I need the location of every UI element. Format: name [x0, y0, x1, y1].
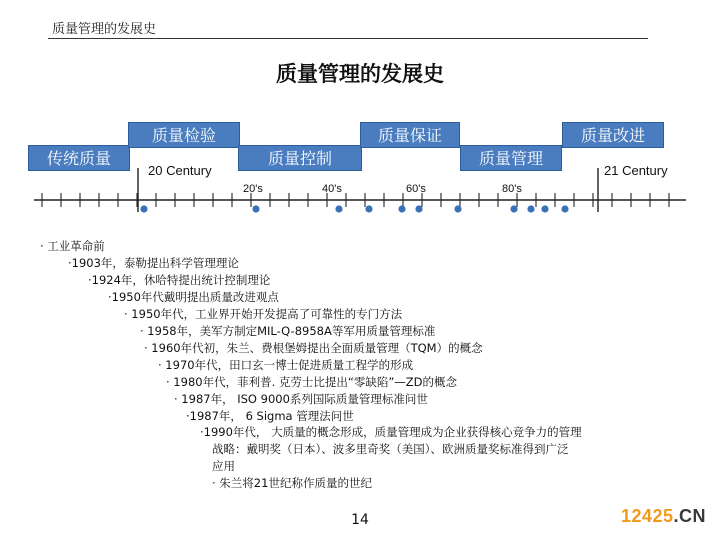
timeline-dot [510, 205, 517, 212]
event-item: · 1980年代，菲利普. 克劳士比提出“零缺陷”—ZD的概念 [166, 375, 458, 389]
watermark-number: 12425 [620, 506, 674, 526]
phase-quality-assurance: 质量保证 [360, 122, 460, 148]
event-item: ·1924年，休哈特提出统计控制理论 [88, 273, 271, 287]
timeline-dot [365, 205, 372, 212]
event-item: · 1970年代，田口玄一博士促进质量工程学的形成 [158, 358, 414, 372]
event-item: ·1990年代， 大质量的概念形成，质量管理成为企业获得核心竞争力的管理 [200, 425, 582, 439]
timeline-dot [335, 205, 342, 212]
timeline [0, 0, 720, 230]
event-item: · 朱兰将21世纪称作质量的世纪 [212, 476, 372, 490]
event-item: ·1950年代戴明提出质量改进观点 [108, 290, 279, 304]
event-item: 应用 [212, 459, 235, 473]
event-item: · 1987年， ISO 9000系列国际质量管理标准问世 [174, 392, 428, 406]
timeline-dot [252, 205, 259, 212]
century-21-label: 21 Century [604, 163, 668, 178]
page-number: 14 [351, 512, 369, 528]
phase-quality-improvement: 质量改进 [562, 122, 664, 148]
event-item: 战略：戴明奖（日本）、波多里奇奖（美国）、欧洲质量奖标准得到广泛 [212, 442, 569, 456]
phase-traditional-quality: 传统质量 [28, 145, 130, 171]
timeline-dot [527, 205, 534, 212]
site-watermark [621, 506, 706, 527]
event-item: ·1903年，泰勒提出科学管理理论 [68, 256, 239, 270]
page-title: 质量管理的发展史 [276, 62, 444, 86]
decade-label-20s: 20's [243, 183, 263, 195]
decade-label-80s: 80's [502, 183, 522, 195]
event-item: · 1950年代，工业界开始开发提高了可靠性的专门方法 [124, 307, 403, 321]
event-item: ·1987年， 6 Sigma 管理法问世 [186, 409, 354, 423]
phase-quality-management: 质量管理 [460, 145, 562, 171]
timeline-dot [561, 205, 568, 212]
century-20-label: 20 Century [148, 163, 212, 178]
decade-label-40s: 40's [322, 183, 342, 195]
event-item: · 工业革命前 [40, 239, 105, 253]
phase-quality-inspection: 质量检验 [128, 122, 240, 148]
timeline-dot [541, 205, 548, 212]
phase-quality-control: 质量控制 [238, 145, 362, 171]
timeline-dot [398, 205, 405, 212]
watermark-suffix: .CN [673, 506, 706, 526]
timeline-dot [454, 205, 461, 212]
timeline-dots [140, 205, 568, 212]
header-title: 质量管理的发展史 [52, 22, 157, 37]
timeline-dot [415, 205, 422, 212]
timeline-dot [140, 205, 147, 212]
decade-label-60s: 60's [406, 183, 426, 195]
event-item: · 1958年，美军方制定MIL-Q-8958A等军用质量管理标准 [140, 324, 436, 338]
event-item: · 1960年代初，朱兰、费根堡姆提出全面质量管理（TQM）的概念 [144, 341, 483, 355]
